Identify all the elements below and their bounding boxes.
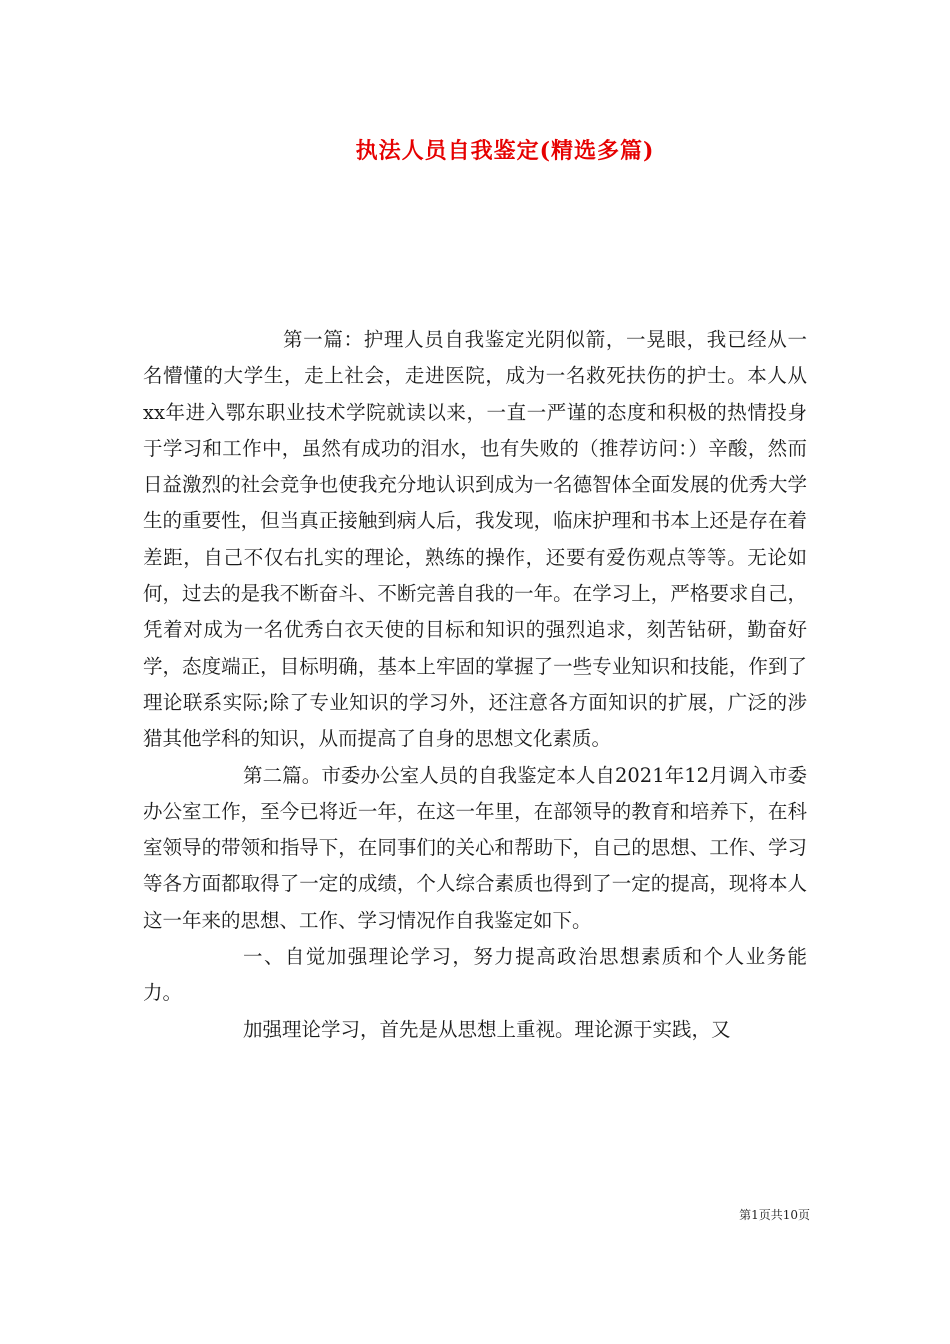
- document-title: 执法人员自我鉴定(精选多篇): [355, 138, 655, 164]
- paragraph-3: 一、自觉加强理论学习，努力提高政治思想素质和个人业务能力。: [143, 945, 807, 1005]
- page-number-footer: 第1页共10页: [739, 1208, 810, 1222]
- paragraph-2: 第二篇。市委办公室人员的自我鉴定本人自2021年12月调入市委办公室工作，至今已将近一年，在这一年里，在部领导的教育和培养下，在科室领导的带领和指导下，在同事们的关心和帮助下，自己的思想、工作、学习等各方面都取得了一定的成绩，个人综合素质也得到了一定的提高，现将本人这一年来的思想、工作、学习情况作自我鉴定如下。: [143, 763, 807, 932]
- paragraph-4: 加强理论学习，首先是从思想上重视。理论源于实践，又: [243, 1017, 731, 1041]
- document-body: [143, 322, 807, 1048]
- paragraph-1: 第一篇：护理人员自我鉴定光阴似箭，一晃眼，我已经从一名懵懂的大学生，走上社会，走进医院，成为一名救死扶伤的护士。本人从xx年进入鄂东职业技术学院就读以来，一直一严谨的态度和积极的热情投身于学习和工作中，虽然有成功的泪水，也有失败的（推荐访问：）辛酸，然而日益激烈的社会竞争也使我充分地认识到成为一名德智体全面发展的优秀大学生的重要性，但当真正接触到病人后，我发现，临床护理和书本上还是存在着差距，自己不仅右扎实的理论，熟练的操作，还要有爱伤观点等等。无论如何，过去的是我不断奋斗、不断完善自我的一年。在学习上，严格要求自己，凭着对成为一名优秀白衣天使的目标和知识的强烈追求，刻苦钻研，勤奋好学，态度端正，目标明确，基本上牢固的掌握了一些专业知识和技能，作到了理论联系实际;除了专业知识的学习外，还注意各方面知识的扩展，广泛的涉猎其他学科的知识，从而提高了自身的思想文化素质。: [143, 328, 807, 751]
